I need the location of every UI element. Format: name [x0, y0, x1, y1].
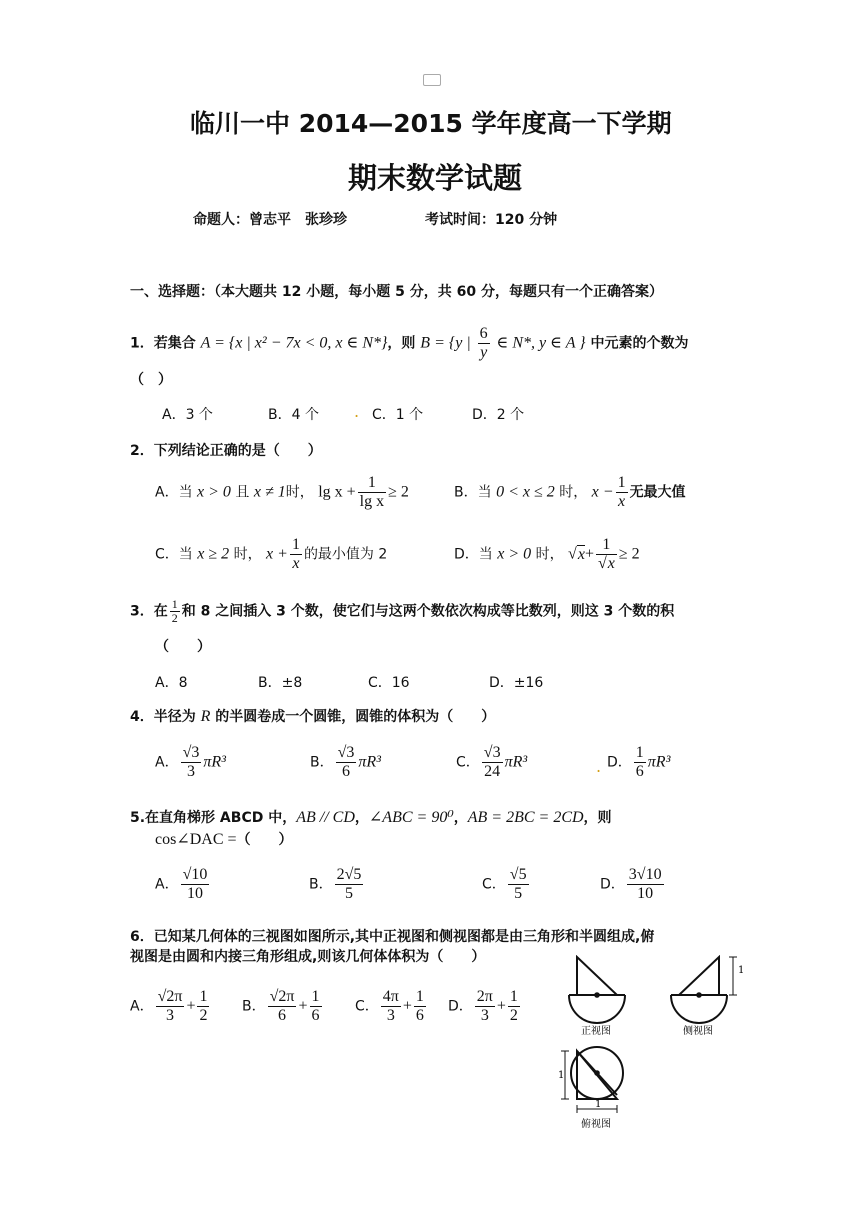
question-4: 4．半径为 R 的半圆卷成一个圆锥，圆锥的体积为（ ） [130, 708, 496, 725]
side-view-label: 侧视图 [683, 1026, 713, 1037]
q1-set-a: A = {x | x² − 7x < 0, x ∈ N*} [200, 334, 388, 352]
question-3: 3．在 $\frac{1}{2}$ 和 8 之间插入 3 个数，使它们与这两个数依次构成等比数列，则这 3 个数的积 [130, 597, 675, 625]
q1-paren: （ ） [130, 372, 172, 388]
q4-option-d[interactable]: D． $\frac{1}{6}$ πR³ [607, 744, 671, 780]
q1-set-b-pre: B = {y | [420, 334, 471, 352]
question-6-line2: 视图是由圆和内接三角形组成,则该几何体体积为（ ） [130, 949, 486, 965]
three-view-figure [555, 955, 755, 1135]
q1-option-c[interactable]: C．1 个 [372, 407, 424, 423]
exam-subtitle: 期末数学试题 [348, 161, 523, 195]
q4-option-c[interactable]: C． $\frac{√3}{24}$ πR³ [456, 744, 528, 780]
q3-fraction: $\frac{1}{2}$ [171, 597, 178, 625]
q6-option-c[interactable]: C． $\frac{4\pi}{3}$ + $\frac{1}{6}$ [355, 988, 424, 1024]
exam-title: 临川一中 2014—2015 学年度高一下学期 [190, 109, 672, 138]
q2-option-a[interactable]: A．当 x > 0 且 x ≠ 1时， lg x + $\frac{1}{\text{lg x}}$ ≥ 2 [155, 474, 409, 510]
header-mark [423, 74, 441, 86]
top-view-dim-vertical: 1 [558, 1070, 565, 1081]
exam-authors: 命题人：曾志平 张珍珍 [193, 212, 347, 228]
q4-option-a[interactable]: A． $\frac{√3}{3}$ πR³ [155, 744, 226, 780]
q5-option-c[interactable]: C． $\frac{√5}{5}$ [482, 866, 527, 902]
question-6-line1: 6．已知某几何体的三视图如图所示,其中正视图和侧视图都是由三角形和半圆组成,俯 [130, 929, 655, 945]
q3-option-d[interactable]: D．±16 [489, 675, 544, 691]
stray-dot: . [354, 402, 360, 421]
top-view [561, 1047, 623, 1113]
q1-option-b[interactable]: B．4 个 [268, 407, 319, 423]
q5-option-d[interactable]: D． $\frac{3√10}{10}$ [600, 866, 662, 902]
q2-option-d[interactable]: D．当 x > 0 时， √x+ $\frac{1}{√x}$ ≥ 2 [454, 536, 640, 572]
q5-option-b[interactable]: B． $\frac{2√5}{5}$ [309, 866, 362, 902]
front-view [569, 957, 625, 1023]
q3-option-b[interactable]: B．±8 [258, 675, 303, 691]
top-view-label: 俯视图 [581, 1119, 611, 1130]
q5-option-a[interactable]: A． $\frac{√10}{10}$ [155, 866, 208, 902]
question-1 [130, 325, 688, 362]
question-5: 5.在直角梯形 ABCD 中，AB // CD，∠ABC = 90⁰，AB = 2BC = 2CD，则 [130, 809, 612, 826]
q3-paren: （ ） [155, 639, 211, 655]
q1-number: 1． [130, 335, 154, 352]
q1-set-b-fraction: $\frac{6}{y}$ [479, 325, 488, 361]
q1-option-d[interactable]: D．2 个 [472, 407, 525, 423]
q3-option-c[interactable]: C．16 [368, 675, 410, 691]
q2-option-c[interactable]: C．当 x ≥ 2 时， x + $\frac{1}{x}$ 的最小值为 2 [155, 536, 388, 572]
q6-option-b[interactable]: B． $\frac{√2\pi}{6}$ + $\frac{1}{6}$ [242, 988, 320, 1024]
top-view-dim-horizontal: 1 [595, 1099, 602, 1110]
q1-lead: 若集合 [153, 335, 196, 352]
question-2: 2．下列结论正确的是（ ） [130, 443, 322, 459]
section-heading: 一、选择题：（本大题共 12 小题，每小题 5 分，共 60 分，每题只有一个正确答案） [130, 284, 663, 300]
q6-option-d[interactable]: D． $\frac{2\pi}{3}$ + $\frac{1}{2}$ [448, 988, 518, 1024]
q2-option-b[interactable]: B．当 0 < x ≤ 2 时， x − $\frac{1}{x}$ 无最大值 [454, 474, 686, 510]
q3-option-a[interactable]: A．8 [155, 675, 188, 691]
q1-tail: 中元素的个数为 [590, 335, 689, 352]
q5-line2: cos∠DAC =（ ） [155, 831, 293, 848]
q1-set-b-post: ∈ N*, y ∈ A } [496, 334, 586, 352]
exam-duration: 考试时间：120 分钟 [425, 212, 558, 228]
side-view [671, 957, 737, 1023]
front-view-label: 正视图 [581, 1026, 611, 1037]
q1-option-a[interactable]: A．3 个 [162, 407, 213, 423]
stray-dot: . [596, 757, 602, 776]
side-view-dim: 1 [738, 965, 745, 976]
q4-option-b[interactable]: B． $\frac{√3}{6}$ πR³ [310, 744, 381, 780]
q1-mid: ，则 [387, 335, 416, 352]
q6-option-a[interactable]: A． $\frac{√2\pi}{3}$ + $\frac{1}{2}$ [130, 988, 208, 1024]
